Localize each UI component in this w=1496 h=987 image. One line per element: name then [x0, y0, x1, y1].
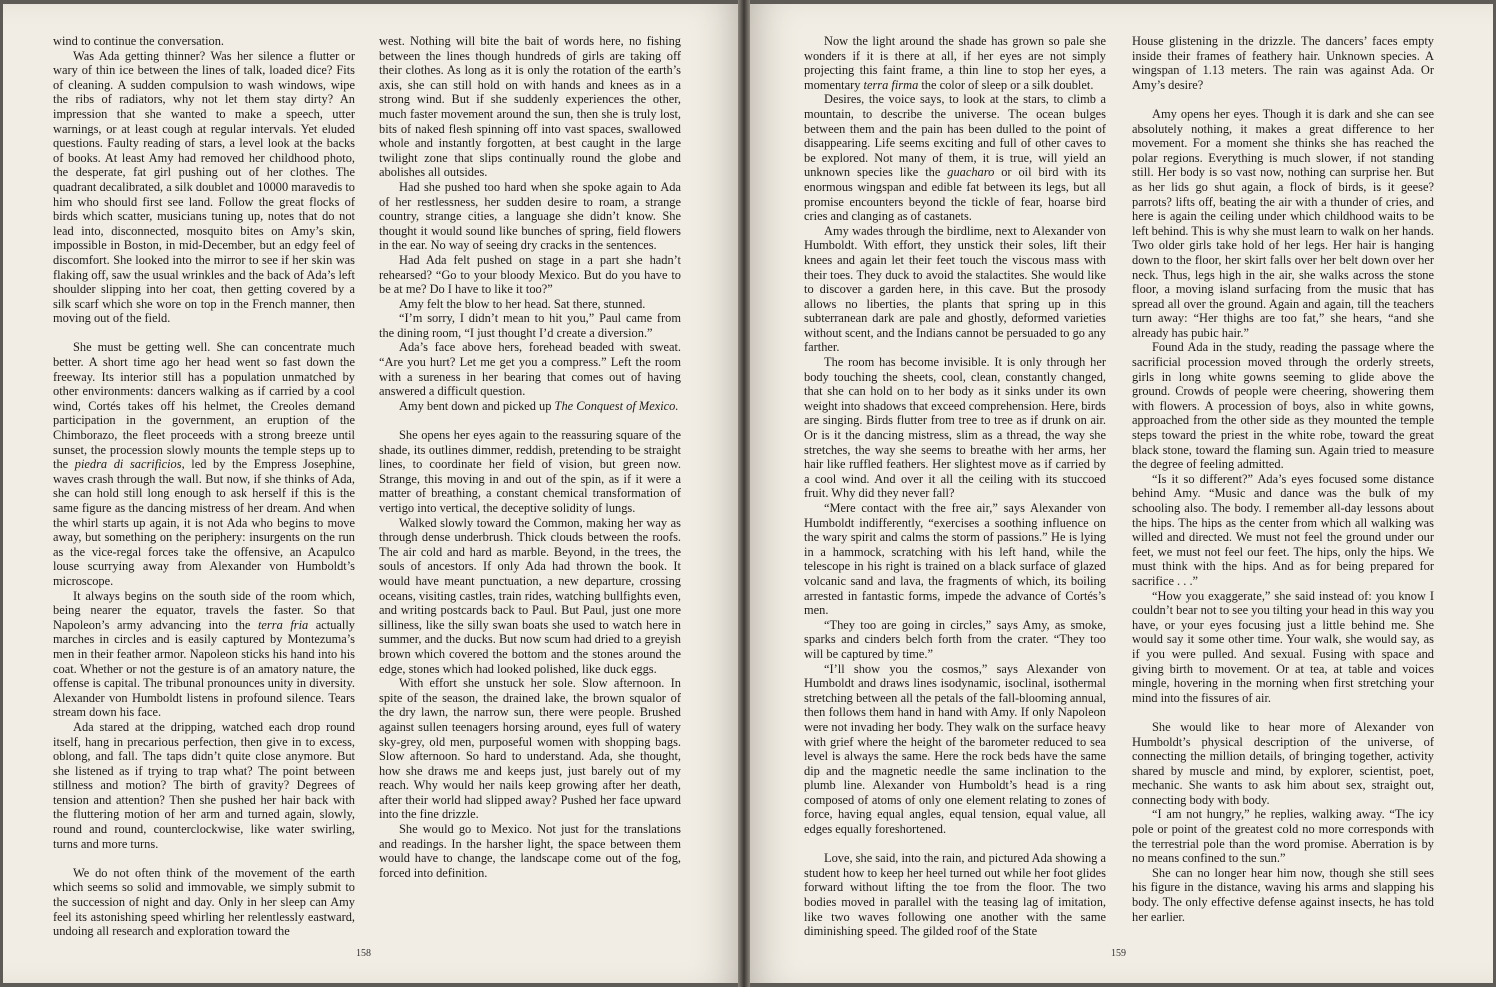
left-page-column-2 — [379, 34, 681, 880]
paragraph: “I am not hungry,” he replies, walking away. “The icy pole or point of the greatest cold no more corresponds with the terrestrial pole than the word promise. Aberration is by no means confined to the sun.” — [1132, 807, 1434, 866]
paragraph: Had she pushed too hard when she spoke again to Ada of her restlessness, her sudden desire to roam, a strange country, strange cities, a language she didn’t know. She thought it would sound like bunches of spring, field flowers in the ear. No way of seeing dry cracks in the sentences. — [379, 179, 681, 253]
paragraph: Was Ada getting thinner? Was her silence a flutter or wary of thin ice between the lines of talk, loaded dice? Fits of cleaning. A sudden compulsion to wash windows, wipe the ribs of radiators, why not let them stay dirty? An impression that she wanted to make a speech, utter warnings, or at least cough at regular intervals. Yet eluded questions. Faulty reading of stars, a level look at the backs of books. At least Amy had removed her childhood photo, the desperate, fat girl pushing out of her clothes. The quadrant decalibrated, a silk doublet and 10000 maravedis to him who should first see land. Follow the great flocks of birds which scatter, musicians tuning up, notes that do not lead into, disconnected, mosquito bites on Amy’s skin, impossible in Boston, in mid-December, but an edgy feel of discomfort. She looked into the mirror to see if her skin was flaking off, saw the usual wrinkles and the back of Ada’s left shoulder slipping into her coat, then getting covered by a silk scarf which she wore on top in the French manner, then moving out of the field. — [53, 48, 355, 326]
paragraph: She must be getting well. She can concentrate much better. A short time ago her head went so fast down the freeway. Its interior still has a population unmatched by other environments: dancers walking as if carried by a cool wind, Cortés takes off his helmet, the Creoles demand participation in the government, an eruption of the Chimborazo, the fleet proceeds with a strong breeze until sunset, the procession slowly mounts the temple steps up to the piedra di sacrificios, led by the Empress Josephine, waves crash through the wall. But now, if she thinks of Ada, she can hold still long enough to ask herself if this is the same figure as the dancing mistress of her dream. And when the whirl starts up again, it is not Ada who begins to move away, but something on the periphery: insurgents on the run as the vice-regal forces take the offensive, an Acapulco louse scurrying away from Alexander von Humboldt’s microscope. — [53, 340, 355, 588]
paragraph: It always begins on the south side of the room which, being nearer the equator, travels the faster. So that Napoleon’s army advancing into the terra fria actually marches in circles and is easily captured by Montezuma’s men in their feather armor. Napoleon sticks his hand into his coat. Whether or not the gesture is of an amatory nature, the offense is capital. The tribunal pronounces unity in diversity. Alexander von Humboldt listens in profound silence. Tears stream down his face. — [53, 588, 355, 720]
paragraph: She opens her eyes again to the reassuring square of the shade, its outlines dimmer, reddish, pretending to be straight lines, to coordinate her field of vision, but green now. Strange, this moving in and out of the spin, as if it were a matter of breathing, a constant chemical transformation of vertigo into vertical, the deceptive solidity of lungs. — [379, 428, 681, 515]
paragraph: Desires, the voice says, to look at the stars, to climb a mountain, to describe the universe. The ocean bulges between them and the pain has been dulled to the point of disappearing. Life seems exciting and full of other caves to be explored. Not many of them, it is true, will yield an unknown species like the guacharo or oil bird with its enormous wingspan and edible fat between its legs, but all promise encounters beyond the tickle of fear, hoarse bird cries and clanging as of castanets. — [804, 92, 1106, 224]
paragraph: She would go to Mexico. Not just for the translations and readings. In the harsher light, the space between them would have to change, the landscape come out of the fog, forced into definition. — [379, 822, 681, 880]
paragraph: “How you exaggerate,” she said instead of: you know I couldn’t bear not to see you tilting your head in this way you have, or your eyes focusing just a little behind me. She would say it some other time. Your walk, she would say, as if you were pulled. And sexual. Fusing with space and giving birth to movement. Or at tea, at table and voices mingle, hovering in the morning when first stretching your mind into the fissures of air. — [1132, 588, 1434, 705]
paragraph: We do not often think of the movement of the earth which seems so solid and immovable, we simply submit to the succession of night and day. Only in her sleep can Amy feel its astonishing speed whirling her relentlessly eastward, undoing all research and exploration toward the — [53, 865, 355, 939]
paragraph: With effort she unstuck her sole. Slow afternoon. In spite of the season, the drained lake, the brown squalor of the dry lawn, the narrow sun, there were people. Brushed against sullen teenagers horsing around, eyes full of watery sky-grey, old men, purposeful women with shopping bags. Slow afternoon. So hard to understand. Ada, she thought, how she draws me and keeps just, just barely out of my reach. Why would her nails keep growing after her death, after their world had slipped away? Pushed her face upward into the fine drizzle. — [379, 676, 681, 822]
paragraph: “I’m sorry, I didn’t mean to hit you,” Paul came from the dining room, “I just thought I’d create a diversion.” — [379, 311, 681, 340]
paragraph: west. Nothing will bite the bait of words here, no fishing between the lines though hundreds of girls are taking off their clothes. As long as it is only the rotation of the earth’s axis, she can still hold on with hands and knees as in a strong wind. But if she suddenly experiences the other, much faster movement around the sun, then she is truly lost, bits of naked flesh spinning off into vast spaces, swallowed whole and instantly forgotten, at best caught in the large twilight zone that slips continually round the globe and abolishes all outsides. — [379, 34, 681, 180]
paragraph: “They too are going in circles,” says Amy, as smoke, sparks and cinders belch forth from the crater. “They too will be captured by time.” — [804, 617, 1106, 661]
book-gutter — [738, 0, 750, 987]
paragraph: wind to continue the conversation. — [53, 34, 225, 48]
paragraph: Found Ada in the study, reading the passage where the sacrificial procession moved through the orderly streets, girls in long white gowns seeming to glide above the ground. Crowds of people were cheering, showering them with flowers. A procession of boys, also in white gowns, approached from the other side as they mounted the temple steps toward the priest in the white robe, toward the great black stone, toward the flaming sun. Again tried to measure the degree of feeling admitted. — [1132, 340, 1434, 472]
paragraph: Now the light around the shade has grown so pale she wonders if it is there at all, if her eyes are not simply projecting this faint frame, a thin line to stop her eyes, a momentary terra firma the color of sleep or a silk doublet. — [804, 34, 1106, 92]
paragraph: Amy bent down and picked up The Conquest of Mexico. — [399, 398, 679, 413]
paragraph: Ada stared at the dripping, watched each drop round itself, hang in precarious perfection, then give in to excess, oblong, and fall. The taps didn’t quite close anymore. But she listened as if trying to trap what? The point between stillness and motion? The birth of gravity? Degrees of tension and attention? Then she pushed her hair back with the fluttering motion of her arm and turned again, slowly, round and round, counterclockwise, like water swirling, turns and more turns. — [53, 719, 355, 851]
paragraph: Amy felt the blow to her head. Sat there, stunned. — [399, 296, 646, 311]
page-number-left: 158 — [356, 948, 371, 959]
paragraph: “Mere contact with the free air,” says Alexander von Humboldt indifferently, “exercises a soothing influence on the wary spirit and calms the storm of passions.” He is lying in a hammock, scratching with his left hand, while the telescope in his right is trained on a black surface of glazed volcanic sand and lava, the fragments of which, its boiling arrested in fantastic forms, impede the advance of Cortés’s men. — [804, 501, 1106, 618]
paragraph: Amy wades through the birdlime, next to Alexander von Humboldt. With effort, they unstick their soles, lift their knees and again let their feet touch the viscous mass with their toes. They duck to avoid the stalactites. She would like to discover a garden here, in this cave. But the prosody allows no liberties, the plants that spring up in this subterranean dark are pale and ghostly, deformed varieties without scent, and the Indians cannot be persuaded to go any farther. — [804, 223, 1106, 355]
paragraph: The room has become invisible. It is only through her body touching the sheets, cool, clean, constantly changed, that she can hold on to her body as it sinks under its own weight into shadows that exceed comprehension. Here, birds are singing. Birds flutter from tree to tree as if drunk on air. Or is it the dancing mistress, slim as a thread, the way she stretches, the way she seems to breathe with her arms, her hair like ruffled feathers. Her slightest move as if carried by a cool wind. And over it all the ceiling with its stuccoed fruit. Why did they never fall? — [804, 355, 1106, 501]
paragraph: Walked slowly toward the Common, making her way as through dense underbrush. Thick clouds between the roofs. The air cold and hard as marble. Beyond, in the trees, the souls of ancestors. If only Ada had thrown the book. It would have meant punctuation, a new departure, crossing oceans, visiting castles, train rides, watching bullfights even, and writing postcards back to Paul. But Paul, just one more silliness, like the silly swan boats she used to watch here in summer, and the ducks. But now scum had dried to a greyish brown which covered the bottom and the stones around the edge, stones which had looked polished, like duck eggs. — [379, 515, 681, 676]
right-page-column-2 — [1132, 34, 1434, 924]
paragraph: “Is it so different?” Ada’s eyes focused some distance behind Amy. “Music and dance was the bulk of my schooling also. The body. I remember all-day lessons about the hips. The hips as the center from which all walking was willed and directed. We must not feel the ground under our feet, we must not feel our feet. The hips, only the hips. We must think with the hips. And as for being prepared for sacrifice . . .” — [1132, 471, 1434, 588]
paragraph: She would like to hear more of Alexander von Humboldt’s physical description of the universe, of connecting the million details, of bringing together, activity shared by muscle and mind, by explorer, scientist, poet, mechanic. She wants to ask him about sex, straight out, connecting body with body. — [1132, 719, 1434, 807]
paragraph: “I’ll show you the cosmos,” says Alexander von Humboldt and draws lines isodynamic, isoclinal, isothermal stretching between all the petals of the fall-blooming annual, then follows them hand in hand with Amy. If only Napoleon were not invading her body. They walk on the surface heavy with grief where the height of the barometer reduced to sea level is always the same. Here the rock beds have the same dip and the magnetic needle the same inclination to the plumb line. Alexander von Humboldt’s head is a ring composed of atoms of only one element relating to zones of force, having equal angles, equal tension, equal value, all edges equally foreshortened. — [804, 661, 1106, 837]
paragraph: Love, she said, into the rain, and pictured Ada showing a student how to keep her heel turned out while her foot glides forward without lifting the toe from the floor. The two bodies moved in parallel with the teasing lag of imitation, like two waves following one another with the same diminishing speed. The gilded roof of the State — [804, 851, 1106, 939]
right-page-column-1 — [804, 34, 1106, 939]
paragraph: House glistening in the drizzle. The dancers’ faces empty inside their frames of feathery hair. Unknown species. A wingspan of 1.13 meters. The rain was against Ada. Or Amy’s desire? — [1132, 34, 1434, 92]
left-page-column-1 — [53, 34, 355, 939]
paragraph: She can no longer hear him now, though she still sees his figure in the distance, waving his arms and slapping his body. The only effective defense against insects, he has told her earlier. — [1132, 865, 1434, 924]
paragraph: Ada’s face above hers, forehead beaded with sweat. “Are you hurt? Let me get you a compress.” Left the room with a sureness in her bearing that comes out of having answered a difficult question. — [379, 340, 681, 399]
page-number-right: 159 — [1111, 948, 1126, 959]
paragraph: Had Ada felt pushed on stage in a part she hadn’t rehearsed? “Go to your bloody Mexico. But do you have to be at me? Do I have to like it too?” — [379, 252, 681, 297]
paragraph: Amy opens her eyes. Though it is dark and she can see absolutely nothing, it makes a great difference to her movement. For a moment she thinks she has reached the polar regions. Everything is much slower, if not standing still. Her body is so vast now, nothing can surprise her. But as her lids go shut again, a flock of birds, is it geese? parrots? lifts off, beating the air with a thunder of cries, and here is again the ceiling under which childhood waits to be left behind. This is why she must learn to walk on her hands. Two older girls take hold of her legs. Her hair is hanging down to the floor, her skirt falls over her belt down over her neck. Thus, legs high in the air, she walks across the stone floor, a moving island surfacing from the music that has spread all over the ground. Again and again, till the teachers turn away: “Her thighs are too fat,” she hears, “and she already has pubic hair.” — [1132, 106, 1434, 340]
